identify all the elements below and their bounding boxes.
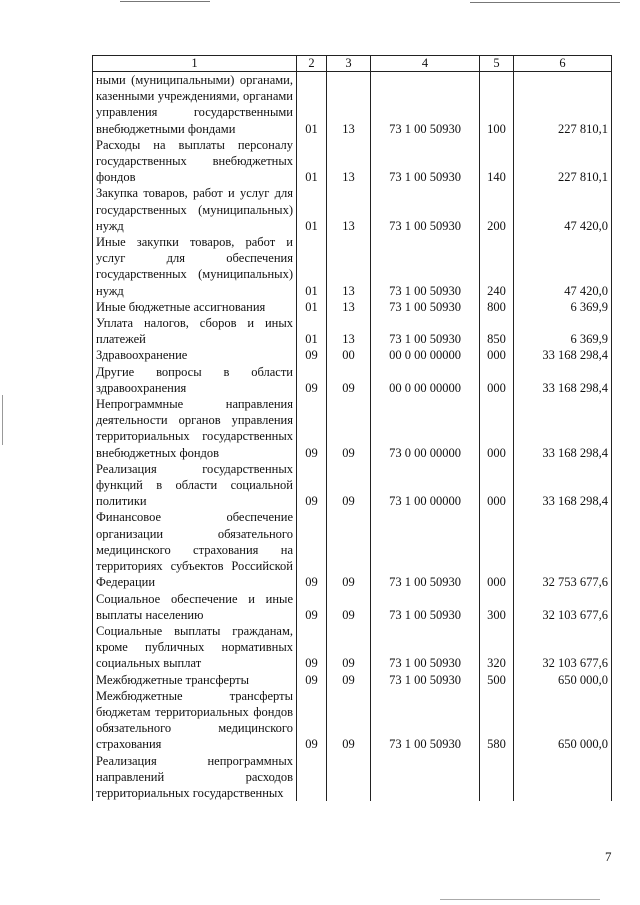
row-target-article-cell: 00 0 00 00000 bbox=[371, 347, 480, 363]
row-subsection-cell: 13 bbox=[327, 315, 371, 347]
row-amount-cell bbox=[514, 753, 612, 802]
row-name-cell: Расходы на выплаты персоналу государственных внебюджетных фондов bbox=[93, 137, 297, 186]
row-amount-cell: 33 168 298,4 bbox=[514, 461, 612, 510]
row-expense-type-cell: 140 bbox=[480, 137, 514, 186]
scan-mark-top-left bbox=[120, 1, 210, 2]
row-expense-type-cell: 320 bbox=[480, 623, 514, 672]
row-amount-cell: 6 369,9 bbox=[514, 299, 612, 315]
budget-table bbox=[92, 55, 612, 801]
table-row bbox=[93, 347, 612, 363]
col-header-subsection: 3 bbox=[327, 56, 371, 72]
row-expense-type-cell bbox=[480, 753, 514, 802]
row-name-cell: Иные закупки товаров, работ и услуг для обеспечения государственных (муниципальных) нужд bbox=[93, 234, 297, 299]
row-target-article-cell: 73 0 00 00000 bbox=[371, 396, 480, 461]
row-subsection-cell: 09 bbox=[327, 461, 371, 510]
row-subsection-cell: 13 bbox=[327, 299, 371, 315]
row-expense-type-cell: 000 bbox=[480, 364, 514, 396]
row-name-cell: Межбюджетные трансферты bbox=[93, 672, 297, 688]
row-name-cell: Реализация непрограммных направлений расходов территориальных государственных bbox=[93, 753, 297, 802]
row-amount-cell: 227 810,1 bbox=[514, 137, 612, 186]
table-row bbox=[93, 185, 612, 234]
row-name-cell: Другие вопросы в области здравоохранения bbox=[93, 364, 297, 396]
row-subsection-cell: 09 bbox=[327, 591, 371, 623]
row-subsection-cell: 13 bbox=[327, 185, 371, 234]
col-header-target-article: 4 bbox=[371, 56, 480, 72]
row-expense-type-cell: 000 bbox=[480, 396, 514, 461]
row-section-cell: 01 bbox=[297, 185, 327, 234]
row-section-cell bbox=[297, 753, 327, 802]
row-expense-type-cell: 580 bbox=[480, 688, 514, 753]
row-name-cell: Социальное обеспечение и иные выплаты населению bbox=[93, 591, 297, 623]
row-section-cell: 09 bbox=[297, 688, 327, 753]
row-target-article-cell bbox=[371, 753, 480, 802]
row-name-cell: ными (муниципальными) органами, казенными учреждениями, органами управления государственными внебюджетными фондами bbox=[93, 72, 297, 137]
row-subsection-cell: 13 bbox=[327, 137, 371, 186]
row-target-article-cell: 73 1 00 50930 bbox=[371, 509, 480, 590]
row-expense-type-cell: 240 bbox=[480, 234, 514, 299]
scan-mark-top-right bbox=[470, 2, 620, 3]
table-row bbox=[93, 72, 612, 137]
row-subsection-cell: 09 bbox=[327, 672, 371, 688]
row-name-cell: Межбюджетные трансферты бюджетам территориальных фондов обязательного медицинского страхования bbox=[93, 688, 297, 753]
table-row bbox=[93, 509, 612, 590]
row-amount-cell: 32 103 677,6 bbox=[514, 591, 612, 623]
row-subsection-cell: 09 bbox=[327, 623, 371, 672]
row-target-article-cell: 73 1 00 50930 bbox=[371, 315, 480, 347]
row-expense-type-cell: 000 bbox=[480, 347, 514, 363]
table-row bbox=[93, 234, 612, 299]
row-name-cell: Непрограммные направления деятельности органов управления территориальных государственных внебюджетных фондов bbox=[93, 396, 297, 461]
table-row bbox=[93, 753, 612, 802]
row-target-article-cell: 73 1 00 50930 bbox=[371, 299, 480, 315]
row-section-cell: 09 bbox=[297, 461, 327, 510]
row-amount-cell: 227 810,1 bbox=[514, 72, 612, 137]
row-target-article-cell: 73 1 00 50930 bbox=[371, 623, 480, 672]
row-amount-cell: 32 753 677,6 bbox=[514, 509, 612, 590]
table-row bbox=[93, 315, 612, 347]
row-name-cell: Уплата налогов, сборов и иных платежей bbox=[93, 315, 297, 347]
row-expense-type-cell: 000 bbox=[480, 461, 514, 510]
row-target-article-cell: 73 1 00 50930 bbox=[371, 137, 480, 186]
row-amount-cell: 32 103 677,6 bbox=[514, 623, 612, 672]
row-section-cell: 09 bbox=[297, 591, 327, 623]
col-header-amount: 6 bbox=[514, 56, 612, 72]
row-expense-type-cell: 800 bbox=[480, 299, 514, 315]
row-target-article-cell: 73 1 00 50930 bbox=[371, 591, 480, 623]
row-amount-cell: 33 168 298,4 bbox=[514, 347, 612, 363]
row-section-cell: 09 bbox=[297, 623, 327, 672]
row-subsection-cell: 09 bbox=[327, 688, 371, 753]
table-row bbox=[93, 396, 612, 461]
row-target-article-cell: 73 1 00 50930 bbox=[371, 688, 480, 753]
table-row bbox=[93, 688, 612, 753]
row-section-cell: 09 bbox=[297, 509, 327, 590]
col-header-name: 1 bbox=[93, 56, 297, 72]
row-amount-cell: 650 000,0 bbox=[514, 672, 612, 688]
page-number: 7 bbox=[605, 849, 612, 864]
row-target-article-cell: 00 0 00 00000 bbox=[371, 364, 480, 396]
row-section-cell: 09 bbox=[297, 364, 327, 396]
row-section-cell: 01 bbox=[297, 299, 327, 315]
row-subsection-cell: 00 bbox=[327, 347, 371, 363]
row-section-cell: 09 bbox=[297, 672, 327, 688]
row-subsection-cell: 13 bbox=[327, 72, 371, 137]
row-amount-cell: 6 369,9 bbox=[514, 315, 612, 347]
row-subsection-cell: 13 bbox=[327, 234, 371, 299]
scan-mark-left-edge bbox=[2, 395, 3, 445]
row-expense-type-cell: 200 bbox=[480, 185, 514, 234]
row-name-cell: Социальные выплаты гражданам, кроме публичных нормативных социальных выплат bbox=[93, 623, 297, 672]
row-name-cell: Закупка товаров, работ и услуг для государственных (муниципальных) нужд bbox=[93, 185, 297, 234]
table-row bbox=[93, 364, 612, 396]
row-target-article-cell: 73 1 00 50930 bbox=[371, 185, 480, 234]
row-expense-type-cell: 300 bbox=[480, 591, 514, 623]
row-target-article-cell: 73 1 00 50930 bbox=[371, 72, 480, 137]
row-expense-type-cell: 000 bbox=[480, 509, 514, 590]
row-expense-type-cell: 500 bbox=[480, 672, 514, 688]
row-subsection-cell: 09 bbox=[327, 509, 371, 590]
row-section-cell: 01 bbox=[297, 72, 327, 137]
row-subsection-cell bbox=[327, 753, 371, 802]
col-header-section: 2 bbox=[297, 56, 327, 72]
col-header-expense-type: 5 bbox=[480, 56, 514, 72]
row-section-cell: 09 bbox=[297, 347, 327, 363]
row-section-cell: 09 bbox=[297, 396, 327, 461]
table-row bbox=[93, 672, 612, 688]
scan-mark-bottom bbox=[440, 899, 600, 900]
row-name-cell: Иные бюджетные ассигнования bbox=[93, 299, 297, 315]
row-subsection-cell: 09 bbox=[327, 396, 371, 461]
row-target-article-cell: 73 1 00 00000 bbox=[371, 461, 480, 510]
table-row bbox=[93, 299, 612, 315]
row-subsection-cell: 09 bbox=[327, 364, 371, 396]
row-amount-cell: 33 168 298,4 bbox=[514, 364, 612, 396]
row-target-article-cell: 73 1 00 50930 bbox=[371, 672, 480, 688]
table-row bbox=[93, 137, 612, 186]
row-amount-cell: 47 420,0 bbox=[514, 185, 612, 234]
row-name-cell: Здравоохранение bbox=[93, 347, 297, 363]
table-header-row bbox=[93, 56, 612, 72]
row-section-cell: 01 bbox=[297, 234, 327, 299]
row-amount-cell: 47 420,0 bbox=[514, 234, 612, 299]
table-row bbox=[93, 461, 612, 510]
table-row bbox=[93, 591, 612, 623]
row-amount-cell: 33 168 298,4 bbox=[514, 396, 612, 461]
row-target-article-cell: 73 1 00 50930 bbox=[371, 234, 480, 299]
row-name-cell: Реализация государственных функций в области социальной политики bbox=[93, 461, 297, 510]
row-section-cell: 01 bbox=[297, 315, 327, 347]
row-expense-type-cell: 850 bbox=[480, 315, 514, 347]
row-name-cell: Финансовое обеспечение организации обязательного медицинского страхования на территориях субъектов Российской Федерации bbox=[93, 509, 297, 590]
row-expense-type-cell: 100 bbox=[480, 72, 514, 137]
row-section-cell: 01 bbox=[297, 137, 327, 186]
row-amount-cell: 650 000,0 bbox=[514, 688, 612, 753]
table-row bbox=[93, 623, 612, 672]
